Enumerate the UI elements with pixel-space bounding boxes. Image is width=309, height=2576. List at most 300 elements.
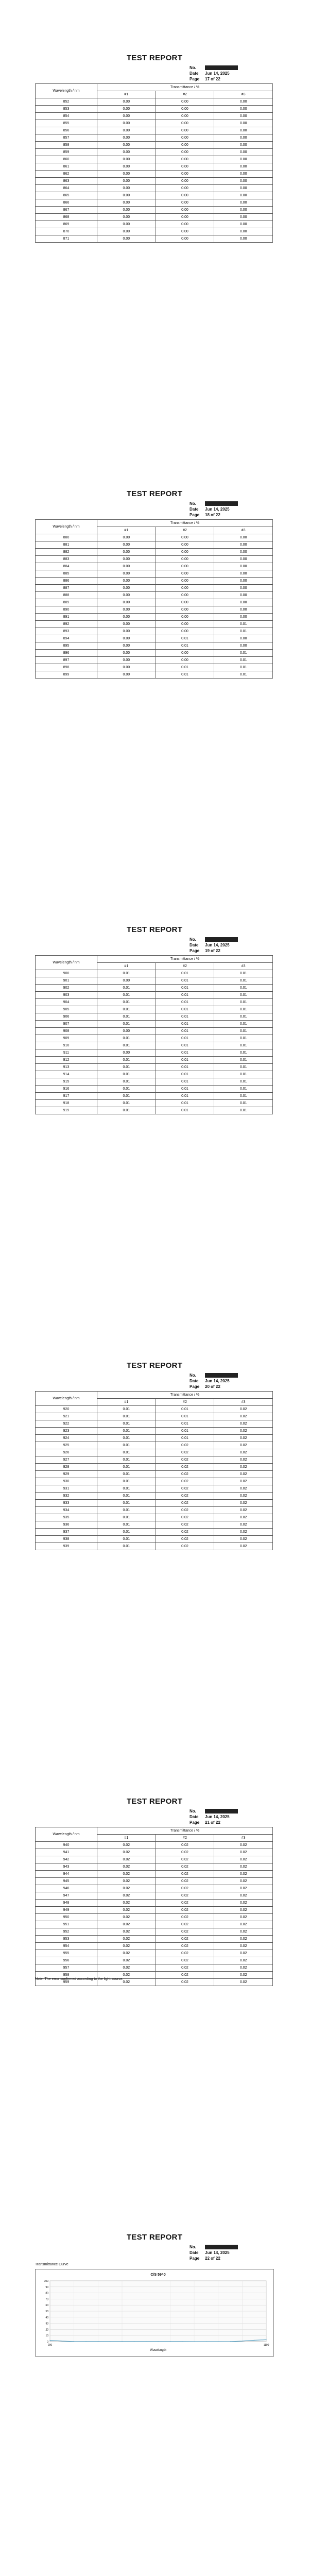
table-row [36, 171, 273, 178]
date-label: Date [190, 1379, 199, 1383]
transmittance-cell: 0.02 [214, 1413, 273, 1420]
transmittance-cell: 0.02 [214, 1464, 273, 1471]
x-tick-label: 200 [47, 2344, 53, 2347]
transmittance-cell: 0.02 [97, 1863, 156, 1871]
transmittance-cell: 0.00 [156, 650, 214, 657]
wavelength-cell: 926 [36, 1449, 97, 1456]
table-row [36, 635, 273, 642]
report-title: TEST REPORT [126, 1797, 183, 1806]
transmittance-cell: 0.02 [214, 1507, 273, 1514]
transmittance-cell: 0.00 [97, 664, 156, 671]
transmittance-cell: 0.00 [97, 599, 156, 606]
no-label: No. [190, 937, 196, 942]
transmittance-cell: 0.01 [97, 1064, 156, 1071]
transmittance-cell: 0.02 [214, 1442, 273, 1449]
chart-title: C/S 5940 [150, 2273, 166, 2277]
y-tick-label: 100 [44, 2280, 48, 2283]
y-tick-label: 30 [45, 2322, 48, 2326]
transmittance-cell: 0.02 [214, 1536, 273, 1543]
y-tick-label: 20 [45, 2328, 48, 2332]
wavelength-cell: 893 [36, 628, 97, 635]
transmittance-cell: 0.02 [156, 1493, 214, 1500]
wavelength-cell: 898 [36, 664, 97, 671]
table-row [36, 977, 273, 985]
table-row [36, 1042, 273, 1049]
wavelength-cell: 928 [36, 1464, 97, 1471]
date-value: Jun 14, 2025 [205, 507, 230, 512]
transmittance-cell: 0.00 [156, 228, 214, 235]
transmittance-cell: 0.00 [97, 192, 156, 199]
transmittance-cell: 0.00 [97, 556, 156, 563]
table-header-row [36, 520, 273, 527]
wavelength-cell: 938 [36, 1536, 97, 1543]
transmittance-cell: 0.00 [97, 113, 156, 120]
transmittance-cell: 0.02 [214, 1928, 273, 1936]
wavelength-cell: 905 [36, 1006, 97, 1013]
transmittance-cell: 0.02 [97, 1856, 156, 1863]
transmittance-cell: 0.02 [156, 1957, 214, 1964]
table-row [36, 614, 273, 621]
transmittance-header: Transmittance / % [97, 956, 273, 963]
transmittance-cell: 0.00 [214, 635, 273, 642]
wavelength-cell: 943 [36, 1863, 97, 1871]
transmittance-cell: 0.00 [97, 207, 156, 214]
wavelength-cell: 859 [36, 149, 97, 156]
y-tick-label: 90 [45, 2285, 48, 2289]
transmittance-cell: 0.00 [156, 199, 214, 207]
table-row [36, 534, 273, 541]
transmittance-cell: 0.01 [97, 1420, 156, 1428]
transmittance-cell: 0.02 [156, 1471, 214, 1478]
table-row [36, 1406, 273, 1413]
transmittance-cell: 0.02 [97, 1885, 156, 1892]
wavelength-cell: 881 [36, 541, 97, 549]
wavelength-cell: 927 [36, 1456, 97, 1464]
transmittance-cell: 0.02 [97, 1928, 156, 1936]
transmittance-cell: 0.00 [214, 642, 273, 650]
table-row [36, 1892, 273, 1900]
table-row [36, 592, 273, 599]
transmittance-cell: 0.00 [156, 599, 214, 606]
wavelength-cell: 867 [36, 207, 97, 214]
table-row [36, 207, 273, 214]
transmittance-cell: 0.01 [97, 1435, 156, 1442]
transmittance-cell: 0.02 [156, 1521, 214, 1529]
table-row [36, 1928, 273, 1936]
transmittance-cell: 0.01 [156, 1049, 214, 1057]
transmittance-cell: 0.02 [214, 1449, 273, 1456]
table-row [36, 192, 273, 199]
transmittance-cell: 0.00 [156, 563, 214, 570]
table-row [36, 650, 273, 657]
wavelength-cell: 945 [36, 1878, 97, 1885]
transmittance-cell: 0.02 [214, 1478, 273, 1485]
wavelength-cell: 954 [36, 1943, 97, 1950]
transmittance-cell: 0.01 [97, 1536, 156, 1543]
transmittance-table [35, 955, 273, 1114]
transmittance-cell: 0.01 [156, 1078, 214, 1086]
x-axis-label: Wavelength [150, 2349, 166, 2352]
transmittance-cell: 0.01 [156, 1428, 214, 1435]
transmittance-cell: 0.02 [214, 1842, 273, 1849]
transmittance-cell: 0.01 [97, 1478, 156, 1485]
wavelength-cell: 852 [36, 98, 97, 106]
transmittance-cell: 0.02 [156, 1964, 214, 1972]
no-label: No. [190, 65, 196, 70]
wavelength-cell: 908 [36, 1028, 97, 1035]
transmittance-cell: 0.00 [214, 235, 273, 243]
table-row [36, 185, 273, 192]
transmittance-cell: 0.01 [156, 1035, 214, 1042]
wavelength-cell: 854 [36, 113, 97, 120]
transmittance-cell: 0.01 [214, 628, 273, 635]
transmittance-cell: 0.00 [97, 120, 156, 127]
wavelength-cell: 895 [36, 642, 97, 650]
table-row [36, 134, 273, 142]
transmittance-cell: 0.00 [214, 127, 273, 134]
page-number: 20 of 22 [205, 1384, 220, 1389]
wavelength-header: Wavelength / nm [36, 520, 97, 534]
table-row [36, 1950, 273, 1957]
wavelength-cell: 892 [36, 621, 97, 628]
wavelength-cell: 853 [36, 106, 97, 113]
wavelength-cell: 920 [36, 1406, 97, 1413]
transmittance-cell: 0.01 [214, 999, 273, 1006]
transmittance-cell: 0.01 [214, 1021, 273, 1028]
transmittance-cell: 0.00 [97, 592, 156, 599]
transmittance-cell: 0.00 [156, 621, 214, 628]
date-label: Date [190, 1815, 199, 1819]
table-row [36, 228, 273, 235]
wavelength-cell: 930 [36, 1478, 97, 1485]
wavelength-cell: 932 [36, 1493, 97, 1500]
transmittance-cell: 0.01 [156, 977, 214, 985]
transmittance-cell: 0.00 [156, 120, 214, 127]
transmittance-cell: 0.01 [156, 1100, 214, 1107]
transmittance-cell: 0.02 [156, 1543, 214, 1550]
transmittance-cell: 0.00 [156, 214, 214, 221]
table-row [36, 113, 273, 120]
wavelength-cell: 862 [36, 171, 97, 178]
wavelength-cell: 922 [36, 1420, 97, 1428]
transmittance-cell: 0.00 [97, 614, 156, 621]
table-row [36, 156, 273, 163]
transmittance-cell: 0.00 [97, 585, 156, 592]
report-meta [190, 937, 238, 954]
transmittance-cell: 0.01 [156, 1013, 214, 1021]
transmittance-cell: 0.02 [214, 1892, 273, 1900]
transmittance-cell: 0.02 [97, 1849, 156, 1856]
transmittance-cell: 0.02 [214, 1907, 273, 1914]
table-row [36, 1500, 273, 1507]
transmittance-cell: 0.00 [214, 149, 273, 156]
transmittance-cell: 0.00 [97, 549, 156, 556]
transmittance-cell: 0.02 [156, 1950, 214, 1957]
transmittance-cell: 0.02 [214, 1521, 273, 1529]
sample-column-header: #1 [97, 527, 156, 534]
transmittance-cell: 0.01 [97, 999, 156, 1006]
page-label: Page [190, 948, 200, 953]
wavelength-cell: 860 [36, 156, 97, 163]
wavelength-cell: 936 [36, 1521, 97, 1529]
transmittance-cell: 0.00 [214, 142, 273, 149]
transmittance-cell: 0.01 [156, 999, 214, 1006]
transmittance-cell: 0.01 [97, 1485, 156, 1493]
transmittance-cell: 0.00 [97, 149, 156, 156]
table-row [36, 1107, 273, 1114]
table-row [36, 1849, 273, 1856]
wavelength-cell: 907 [36, 1021, 97, 1028]
y-tick-label: 70 [45, 2298, 48, 2301]
transmittance-cell: 0.02 [214, 1406, 273, 1413]
transmittance-cell: 0.02 [214, 1543, 273, 1550]
transmittance-cell: 0.00 [97, 541, 156, 549]
transmittance-cell: 0.02 [97, 1972, 156, 1979]
transmittance-cell: 0.02 [156, 1921, 214, 1928]
transmittance-cell: 0.00 [97, 578, 156, 585]
transmittance-cell: 0.02 [214, 1921, 273, 1928]
transmittance-cell: 0.01 [156, 1107, 214, 1114]
table-row [36, 671, 273, 679]
transmittance-cell: 0.01 [156, 1420, 214, 1428]
table-row [36, 1885, 273, 1892]
page-label: Page [190, 1384, 200, 1389]
transmittance-cell: 0.01 [97, 1529, 156, 1536]
transmittance-cell: 0.01 [214, 664, 273, 671]
wavelength-cell: 957 [36, 1964, 97, 1972]
wavelength-cell: 857 [36, 134, 97, 142]
wavelength-cell: 863 [36, 178, 97, 185]
table-row [36, 1507, 273, 1514]
transmittance-cell: 0.02 [214, 1856, 273, 1863]
y-tick-label: 40 [45, 2316, 48, 2319]
transmittance-cell: 0.01 [97, 1456, 156, 1464]
wavelength-cell: 939 [36, 1543, 97, 1550]
sample-column-header: #3 [214, 1399, 273, 1406]
transmittance-table [35, 1827, 273, 1986]
wavelength-cell: 882 [36, 549, 97, 556]
transmittance-cell: 0.02 [156, 1885, 214, 1892]
transmittance-cell: 0.02 [156, 1536, 214, 1543]
transmittance-cell: 0.02 [156, 1892, 214, 1900]
transmittance-cell: 0.00 [97, 106, 156, 113]
table-row [36, 1035, 273, 1042]
wavelength-cell: 901 [36, 977, 97, 985]
redacted-number [205, 1373, 238, 1378]
transmittance-cell: 0.01 [214, 1107, 273, 1114]
transmittance-cell: 0.01 [97, 1507, 156, 1514]
page-label: Page [190, 513, 200, 517]
wavelength-cell: 911 [36, 1049, 97, 1057]
table-row [36, 199, 273, 207]
transmittance-cell: 0.00 [214, 570, 273, 578]
transmittance-cell: 0.02 [156, 1936, 214, 1943]
transmittance-cell: 0.00 [214, 156, 273, 163]
transmittance-cell: 0.02 [214, 1950, 273, 1957]
table-header-row [36, 956, 273, 963]
sample-column-header: #1 [97, 91, 156, 98]
transmittance-cell: 0.02 [214, 1943, 273, 1950]
transmittance-cell: 0.02 [214, 1936, 273, 1943]
transmittance-cell: 0.02 [214, 1878, 273, 1885]
wavelength-cell: 904 [36, 999, 97, 1006]
transmittance-cell: 0.00 [156, 134, 214, 142]
table-row [36, 563, 273, 570]
transmittance-cell: 0.01 [97, 1543, 156, 1550]
transmittance-cell: 0.00 [214, 599, 273, 606]
transmittance-cell: 0.00 [97, 156, 156, 163]
transmittance-cell: 0.00 [97, 127, 156, 134]
sample-column-header: #1 [97, 1835, 156, 1842]
transmittance-cell: 0.00 [156, 207, 214, 214]
table-row [36, 1420, 273, 1428]
transmittance-cell: 0.00 [97, 134, 156, 142]
transmittance-cell: 0.02 [156, 1878, 214, 1885]
date-value: Jun 14, 2025 [205, 1815, 230, 1819]
wavelength-cell: 900 [36, 970, 97, 977]
transmittance-cell: 0.01 [156, 664, 214, 671]
table-row [36, 221, 273, 228]
transmittance-cell: 0.00 [156, 98, 214, 106]
wavelength-cell: 883 [36, 556, 97, 563]
wavelength-cell: 910 [36, 1042, 97, 1049]
transmittance-cell: 0.02 [214, 1420, 273, 1428]
redacted-number [205, 65, 238, 70]
report-title: TEST REPORT [126, 54, 183, 62]
table-row [36, 1013, 273, 1021]
table-header-row [36, 1827, 273, 1835]
data-point [85, 2341, 86, 2342]
transmittance-chart [36, 2269, 273, 2356]
no-label: No. [190, 1373, 196, 1378]
transmittance-cell: 0.00 [97, 650, 156, 657]
table-row [36, 98, 273, 106]
transmittance-cell: 0.01 [156, 985, 214, 992]
table-row [36, 606, 273, 614]
wavelength-cell: 884 [36, 563, 97, 570]
sample-column-header: #2 [156, 527, 214, 534]
transmittance-cell: 0.00 [97, 671, 156, 679]
wavelength-cell: 856 [36, 127, 97, 134]
transmittance-cell: 0.00 [97, 534, 156, 541]
transmittance-cell: 0.01 [156, 1071, 214, 1078]
transmittance-cell: 0.02 [97, 1964, 156, 1972]
transmittance-cell: 0.02 [156, 1849, 214, 1856]
table-row [36, 1413, 273, 1420]
transmittance-cell: 0.00 [156, 171, 214, 178]
wavelength-cell: 902 [36, 985, 97, 992]
transmittance-cell: 0.01 [97, 1086, 156, 1093]
table-row [36, 1464, 273, 1471]
transmittance-cell: 0.00 [214, 534, 273, 541]
transmittance-cell: 0.01 [97, 1035, 156, 1042]
table-row [36, 1428, 273, 1435]
transmittance-cell: 0.00 [97, 606, 156, 614]
transmittance-header: Transmittance / % [97, 84, 273, 91]
transmittance-cell: 0.02 [214, 1471, 273, 1478]
transmittance-cell: 0.01 [156, 1086, 214, 1093]
table-row [36, 1057, 273, 1064]
report-meta [190, 65, 238, 82]
transmittance-cell: 0.01 [156, 1064, 214, 1071]
wavelength-cell: 959 [36, 1979, 97, 1986]
transmittance-cell: 0.00 [156, 185, 214, 192]
date-label: Date [190, 71, 199, 76]
transmittance-cell: 0.02 [156, 1842, 214, 1849]
table-row [36, 1900, 273, 1907]
transmittance-cell: 0.00 [214, 578, 273, 585]
transmittance-cell: 0.00 [214, 585, 273, 592]
transmittance-cell: 0.00 [97, 163, 156, 171]
transmittance-cell: 0.00 [214, 178, 273, 185]
table-row [36, 1914, 273, 1921]
wavelength-cell: 925 [36, 1442, 97, 1449]
transmittance-cell: 0.01 [214, 1071, 273, 1078]
transmittance-cell: 0.00 [97, 635, 156, 642]
wavelength-cell: 951 [36, 1921, 97, 1928]
no-label: No. [190, 2245, 196, 2249]
y-tick-label: 50 [45, 2310, 48, 2313]
wavelength-cell: 949 [36, 1907, 97, 1914]
table-row [36, 120, 273, 127]
table-row [36, 1863, 273, 1871]
transmittance-cell: 0.02 [214, 1964, 273, 1972]
wavelength-cell: 890 [36, 606, 97, 614]
wavelength-cell: 868 [36, 214, 97, 221]
transmittance-cell: 0.02 [156, 1478, 214, 1485]
table-row [36, 578, 273, 585]
table-row [36, 178, 273, 185]
transmittance-cell: 0.01 [97, 1406, 156, 1413]
transmittance-cell: 0.00 [97, 563, 156, 570]
wavelength-header: Wavelength / nm [36, 1392, 97, 1406]
transmittance-cell: 0.00 [156, 570, 214, 578]
transmittance-cell: 0.00 [156, 614, 214, 621]
transmittance-cell: 0.01 [156, 635, 214, 642]
transmittance-cell: 0.02 [156, 1449, 214, 1456]
sample-column-header: #1 [97, 963, 156, 970]
sample-column-header: #3 [214, 1835, 273, 1842]
transmittance-cell: 0.01 [156, 642, 214, 650]
no-label: No. [190, 501, 196, 506]
transmittance-cell: 0.02 [156, 1456, 214, 1464]
report-meta [190, 2244, 238, 2261]
transmittance-cell: 0.02 [97, 1907, 156, 1914]
sample-column-header: #2 [156, 1835, 214, 1842]
table-row [36, 163, 273, 171]
report-meta [190, 1372, 238, 1389]
transmittance-cell: 0.00 [97, 642, 156, 650]
table-row [36, 1028, 273, 1035]
transmittance-header: Transmittance / % [97, 1392, 273, 1399]
table-row [36, 1936, 273, 1943]
date-value: Jun 14, 2025 [205, 2250, 230, 2255]
transmittance-cell: 0.00 [156, 534, 214, 541]
transmittance-cell: 0.01 [97, 1042, 156, 1049]
report-title: TEST REPORT [126, 489, 183, 498]
x-tick-label: 1100 [263, 2344, 269, 2347]
transmittance-cell: 0.01 [156, 1006, 214, 1013]
report-title: TEST REPORT [126, 2233, 183, 2242]
transmittance-cell: 0.02 [97, 1943, 156, 1950]
transmittance-cell: 0.00 [97, 142, 156, 149]
wavelength-cell: 899 [36, 671, 97, 679]
transmittance-cell: 0.02 [214, 1456, 273, 1464]
date-label: Date [190, 2250, 199, 2255]
table-row [36, 1957, 273, 1964]
transmittance-cell: 0.02 [97, 1842, 156, 1849]
wavelength-cell: 903 [36, 992, 97, 999]
